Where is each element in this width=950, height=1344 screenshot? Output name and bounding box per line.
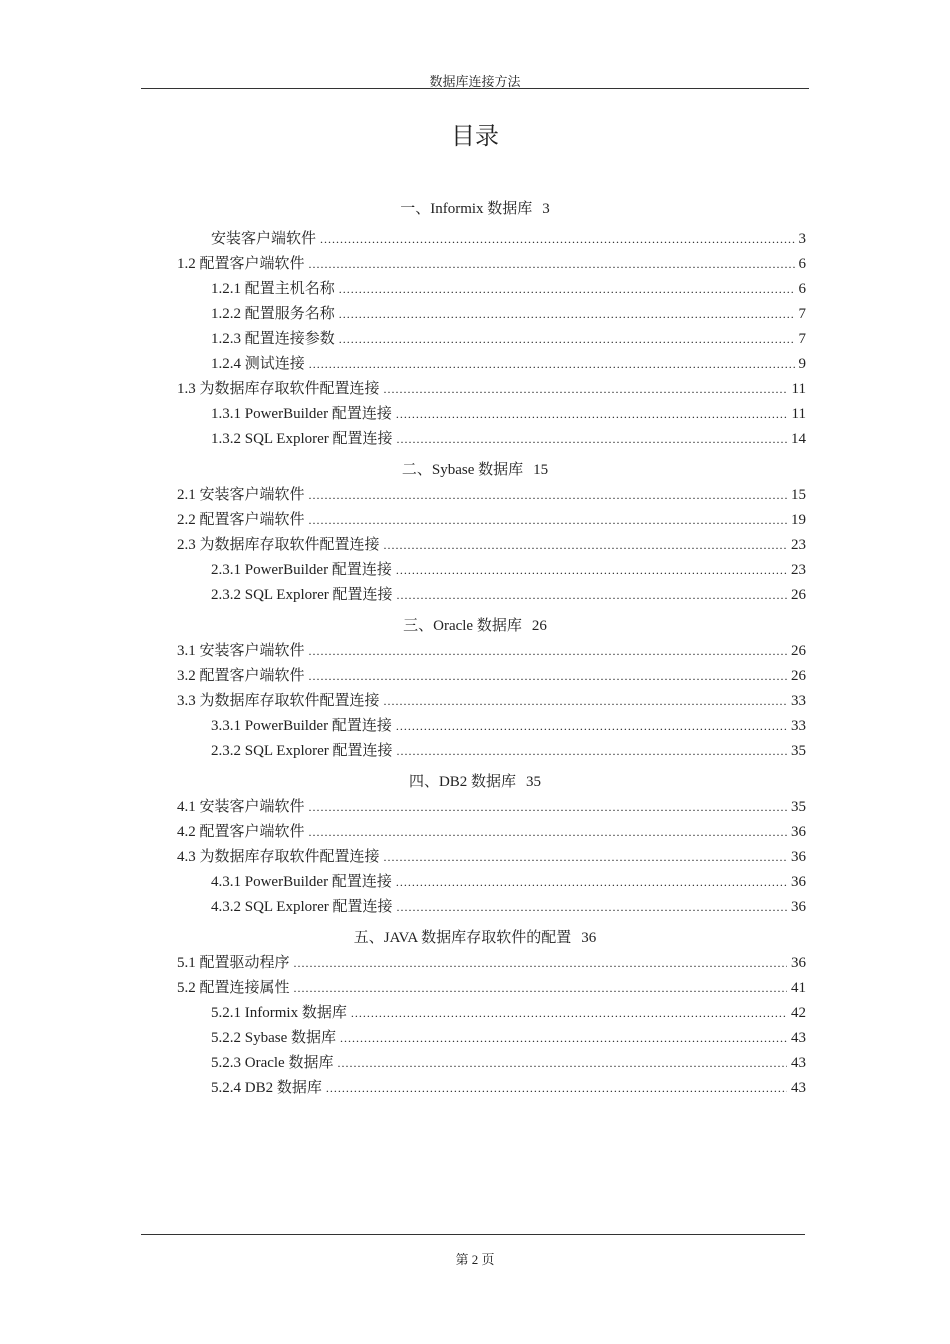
toc-entry[interactable] [211, 895, 806, 920]
toc-section-page: 36 [581, 930, 597, 946]
toc-entry[interactable] [177, 508, 806, 533]
toc-entry-label: 1.2.1 配置主机名称 [211, 281, 335, 297]
toc-entry[interactable] [211, 714, 806, 739]
toc-entry-label: 2.2 配置客户端软件 [177, 512, 305, 528]
toc-leader-dots [396, 714, 787, 739]
toc-leader-dots [309, 483, 787, 508]
toc-entry-page: 36 [791, 824, 806, 840]
toc-leader-dots [384, 689, 787, 714]
toc-entry-label: 2.3 为数据库存取软件配置连接 [177, 537, 380, 553]
toc-leader-dots [309, 352, 795, 377]
toc-entry-label: 1.2.3 配置连接参数 [211, 331, 335, 347]
toc-entry[interactable] [211, 227, 806, 252]
toc-entry-page: 41 [791, 980, 806, 996]
toc-entry[interactable] [211, 352, 806, 377]
toc-entry-label: 3.3.1 PowerBuilder 配置连接 [211, 718, 392, 734]
toc-entry[interactable] [211, 427, 806, 452]
toc-entry[interactable] [177, 795, 806, 820]
toc-entry[interactable] [211, 302, 806, 327]
footer-rule [141, 1234, 805, 1235]
toc-leader-dots [397, 739, 787, 764]
table-of-contents [0, 197, 950, 1101]
toc-entry-page: 9 [798, 356, 806, 372]
toc-entry[interactable] [211, 558, 806, 583]
toc-leader-dots [340, 1026, 787, 1051]
toc-entry-label: 5.2.3 Oracle 数据库 [211, 1055, 334, 1071]
toc-leader-dots [396, 558, 787, 583]
toc-entry-label: 1.2.4 测试连接 [211, 356, 305, 372]
toc-leader-dots [384, 377, 788, 402]
toc-entry-label: 5.2 配置连接属性 [177, 980, 290, 996]
toc-entry[interactable] [177, 483, 806, 508]
toc-entry-page: 6 [798, 281, 806, 297]
toc-entry-label: 1.2 配置客户端软件 [177, 256, 305, 272]
toc-section-title: 二、Sybase 数据库 [401, 462, 524, 478]
toc-entry-page: 3 [798, 231, 806, 247]
toc-entry[interactable] [211, 1026, 806, 1051]
toc-section-page: 3 [542, 201, 550, 217]
toc-leader-dots [326, 1076, 787, 1101]
toc-section-heading[interactable] [0, 197, 950, 222]
toc-entry-label: 3.3 为数据库存取软件配置连接 [177, 693, 380, 709]
toc-section-heading[interactable] [0, 458, 950, 483]
toc-leader-dots [396, 402, 788, 427]
toc-leader-dots [396, 870, 787, 895]
toc-entry[interactable] [177, 976, 806, 1001]
toc-entry-label: 1.3 为数据库存取软件配置连接 [177, 381, 380, 397]
toc-entry-label: 5.2.1 Informix 数据库 [211, 1005, 347, 1021]
toc-entry-label: 5.2.4 DB2 数据库 [211, 1080, 322, 1096]
header-rule [141, 88, 809, 89]
toc-entry-page: 36 [791, 874, 806, 890]
page-number: 第 2 页 [455, 1252, 495, 1267]
toc-entry-page: 7 [798, 331, 806, 347]
toc-entry-page: 36 [791, 849, 806, 865]
toc-leader-dots [309, 508, 787, 533]
toc-entry-label: 3.2 配置客户端软件 [177, 668, 305, 684]
toc-leader-dots [309, 664, 787, 689]
toc-entry-label: 4.2 配置客户端软件 [177, 824, 305, 840]
toc-section-title: 三、Oracle 数据库 [403, 618, 522, 634]
toc-leader-dots [384, 845, 787, 870]
toc-entry-page: 43 [791, 1030, 806, 1046]
toc-entry-label: 5.2.2 Sybase 数据库 [211, 1030, 336, 1046]
toc-entry-label: 2.3.1 PowerBuilder 配置连接 [211, 562, 392, 578]
toc-leader-dots [339, 327, 795, 352]
page-title: 目录 [451, 124, 499, 150]
toc-entry-page: 33 [791, 718, 806, 734]
toc-entry-label: 安装客户端软件 [211, 231, 317, 247]
toc-entry[interactable] [211, 1076, 806, 1101]
toc-entry[interactable] [177, 533, 806, 558]
toc-section-title: 五、JAVA 数据库存取软件的配置 [353, 930, 572, 946]
toc-entry-page: 11 [791, 406, 806, 422]
toc-leader-dots [309, 252, 795, 277]
toc-entry-label: 4.3.1 PowerBuilder 配置连接 [211, 874, 392, 890]
running-header: 数据库连接方法 [429, 74, 521, 89]
toc-leader-dots [351, 1001, 787, 1026]
toc-entry[interactable] [211, 739, 806, 764]
toc-section-page: 26 [531, 618, 547, 634]
toc-entry[interactable] [211, 1051, 806, 1076]
toc-section-heading[interactable] [0, 614, 950, 639]
toc-entry[interactable] [177, 689, 806, 714]
toc-entry-page: 26 [791, 643, 806, 659]
toc-entry-page: 35 [791, 743, 806, 759]
toc-entry-label: 3.1 安装客户端软件 [177, 643, 305, 659]
toc-entry-page: 26 [791, 587, 806, 603]
toc-entry-label: 1.3.1 PowerBuilder 配置连接 [211, 406, 392, 422]
toc-entry[interactable] [177, 820, 806, 845]
toc-entry-page: 15 [791, 487, 806, 503]
toc-entry-label: 1.3.2 SQL Explorer 配置连接 [211, 431, 393, 447]
toc-entry-page: 35 [791, 799, 806, 815]
toc-entry-page: 7 [798, 306, 806, 322]
toc-entry[interactable] [211, 1001, 806, 1026]
toc-entry[interactable] [211, 870, 806, 895]
toc-leader-dots [397, 427, 787, 452]
toc-leader-dots [320, 227, 794, 252]
toc-entry-page: 11 [791, 381, 806, 397]
toc-entry[interactable] [177, 951, 806, 976]
toc-entry-page: 26 [791, 668, 806, 684]
toc-entry-label: 2.3.2 SQL Explorer 配置连接 [211, 587, 393, 603]
toc-leader-dots [384, 533, 787, 558]
toc-leader-dots [339, 302, 795, 327]
toc-entry-page: 33 [791, 693, 806, 709]
toc-entry-page: 43 [791, 1080, 806, 1096]
toc-section-heading[interactable] [0, 770, 950, 795]
toc-entry[interactable] [177, 252, 806, 277]
toc-entry[interactable] [211, 583, 806, 608]
toc-entry[interactable] [211, 327, 806, 352]
toc-leader-dots [339, 277, 795, 302]
toc-leader-dots [309, 820, 787, 845]
toc-entry-label: 5.1 配置驱动程序 [177, 955, 290, 971]
toc-entry-label: 2.3.2 SQL Explorer 配置连接 [211, 743, 393, 759]
toc-entry-page: 42 [791, 1005, 806, 1021]
toc-entry[interactable] [177, 845, 806, 870]
toc-entry[interactable] [211, 402, 806, 427]
toc-entry-page: 14 [791, 431, 806, 447]
toc-entry[interactable] [177, 639, 806, 664]
toc-entry-label: 4.3.2 SQL Explorer 配置连接 [211, 899, 393, 915]
toc-entry-page: 36 [791, 955, 806, 971]
toc-leader-dots [309, 639, 787, 664]
toc-entry-page: 43 [791, 1055, 806, 1071]
toc-entry-label: 4.1 安装客户端软件 [177, 799, 305, 815]
toc-section-title: 一、Informix 数据库 [400, 201, 533, 217]
toc-entry-page: 6 [798, 256, 806, 272]
toc-section-title: 四、DB2 数据库 [408, 774, 517, 790]
toc-leader-dots [294, 976, 787, 1001]
toc-entry-label: 2.1 安装客户端软件 [177, 487, 305, 503]
toc-section-page: 15 [533, 462, 549, 478]
toc-entry[interactable] [177, 377, 806, 402]
toc-entry-page: 36 [791, 899, 806, 915]
toc-leader-dots [337, 1051, 787, 1076]
toc-entry-page: 19 [791, 512, 806, 528]
toc-entry[interactable] [211, 277, 806, 302]
toc-entry-label: 1.2.2 配置服务名称 [211, 306, 335, 322]
toc-leader-dots [294, 951, 787, 976]
toc-entry-label: 4.3 为数据库存取软件配置连接 [177, 849, 380, 865]
toc-leader-dots [397, 583, 787, 608]
toc-section-page: 35 [526, 774, 542, 790]
toc-entry-page: 23 [791, 562, 806, 578]
toc-leader-dots [309, 795, 787, 820]
toc-entry[interactable] [177, 664, 806, 689]
toc-section-heading[interactable] [0, 926, 950, 951]
toc-leader-dots [397, 895, 787, 920]
toc-entry-page: 23 [791, 537, 806, 553]
